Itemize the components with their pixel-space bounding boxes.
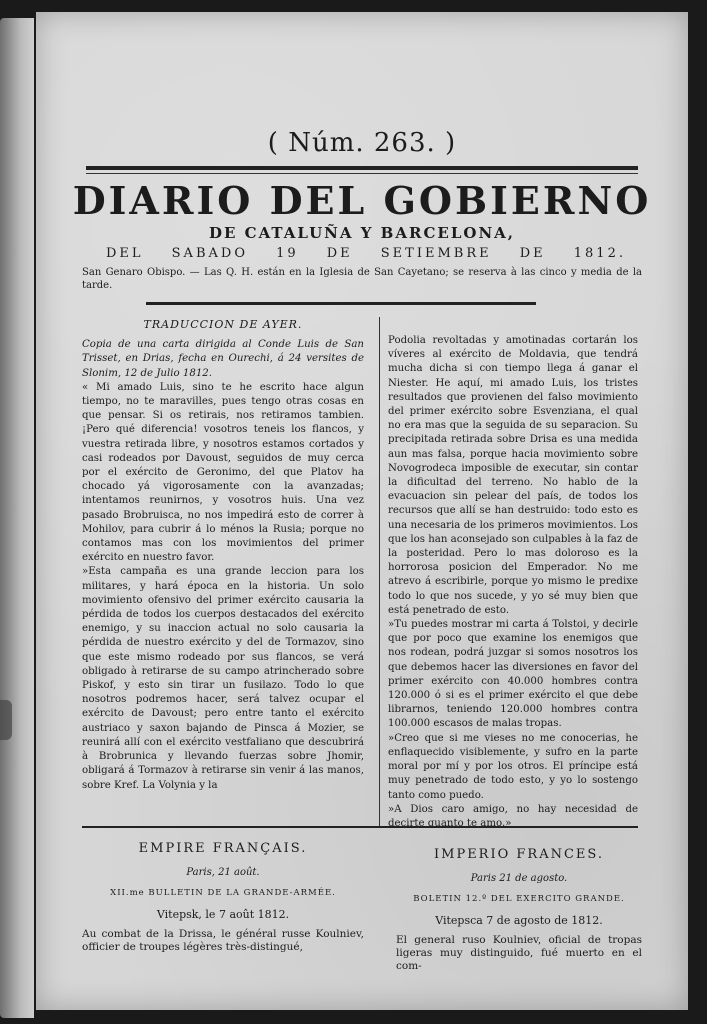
section-title: TRADUCCION DE AYER. <box>143 318 303 331</box>
paragraph: « Mi amado Luis, sino te he escrito hace algun tiempo, no te maravilles, pues tengo otras cosas en que pensar. Si os retirais, nos retiramos tambien. ¡Pero qué diferencia! vosotros teneis los flancos, y vuestra retirada libre, y nosotros estamos cortados y casi rodeados por Davoust, seguidos de muy cerca por el exército de Geronimo, del que Platov ha chocado yá vigorosamente con la avanzadas; intentamos reunirnos, y vosotros huis. Una vez pasado Brobruisca, no nos impedirá esto de correr à Mohilov, para cubrir á lo ménos la Rusia; porque no contamos mas con los movimientos del primer exército en nuestro favor. <box>82 381 364 564</box>
dateline-word: 19 <box>276 246 299 261</box>
french-bulletin-column <box>82 842 364 954</box>
paragraph: »Esta campaña es una grande leccion para los militares, y hará época en la historia. Un solo movimiento ofensivo del primer exército causaria la pérdida de todos los cuerpos destacados del exército enemigo, y su inaccion actual no solo causaria la pérdida de nuestro exército y del de Tormazov, sino que este mismo rodeado por sus flancos, se verá obligado à retirarse de su campo atrincherado sobre Piskof, y esto sin tirar un fusilazo. Todo lo que nosotros podremos hacer, será talvez ocupar el exército de Davoust; pero entre tanto el exército austriaco y saxon bajando de Pinsca á Mozier, se reunirá allí con el exército vestfaliano que descubrirá à Brobrunica y llevando fuerzas sobre Jhomir, obligará á Tormazov à retirarse sin venir á las manos, sobre Kref. La Volynia y la <box>82 566 364 791</box>
bulletin-title: BOLETIN 12.º DEL EXERCITO GRANDE. <box>413 894 625 904</box>
dateline-word: DE <box>326 246 353 261</box>
dateline-word: SETIEMBRE <box>380 246 492 261</box>
dateline-word: DEL <box>106 246 144 261</box>
place-date: Vitepsca 7 de agosto de 1812. <box>435 914 603 927</box>
dateline-word: 1812. <box>573 246 626 261</box>
section-heading: IMPERIO FRANCES. <box>434 847 604 862</box>
paragraph: »A Dios caro amigo, no hay necesidad de decirte quanto te amo.» <box>388 803 638 829</box>
city-date: Paris, 21 août. <box>186 867 260 878</box>
place-date: Vitepsk, le 7 août 1812. <box>156 908 290 921</box>
dateline <box>106 246 626 261</box>
paragraph: »Creo que si me vieses no me conocerias, he enflaquecido visiblemente, y sufro en la parte moral por mí y por los otros. El príncipe está muy penetrado de todo esto, y yo lo sostengo tanto como puedo. <box>388 732 638 801</box>
bulletin-text: El general ruso Koulniev, oficial de tropas ligeras muy distinguido, fué muerto en el com- <box>396 934 642 972</box>
right-column <box>388 334 638 831</box>
paragraph: »Tu puedes mostrar mi carta á Tolstoi, y decirle que por poco que examine los enemigos que nos rodean, podrá juzgar si somos nosotros los que debemos hacer las diversiones en favor del primer exército con 40.000 hombres contra 120.000 ó si es el primer exército el que debe librarnos, teniendo 120.000 hombres contra 100.000 escasos de malas tropas. <box>388 619 638 730</box>
city-date: Paris 21 de agosto. <box>470 873 568 884</box>
binding-mark <box>0 700 12 740</box>
masthead-rule-thick <box>86 166 638 170</box>
section-rule <box>82 826 638 828</box>
dateline-word: SABADO <box>171 246 248 261</box>
paragraph: Podolia revoltadas y amotinadas cortarán los víveres al exército de Moldavia, que tendrá mucha dicha si con tiempo llega á ganar el Niester. He aquí, mi amado Luis, los tristes resultados que provienen del falso movimiento del primer exército sobre Esvenziana, el qual no era mas que la seguida de su separacion. Su precipitada retirada sobre Drisa es una medida aun mas falsa, porque hacia movimiento sobre Novogrodeca imposible de executar, sin contar la dificultad del terreno. No hablo de la evacuacion sin pelear del país, de todos los recursos que allí se han destruido: todo esto es una necesaria de los primeros movimientos. Los que los han aconsejado son culpables à la faz de la posteridad. Pero lo mas doloroso es la horrorosa posicion del Emperador. No me atrevo á escribirle, porque yo mismo le predixe todo lo que nos sucede, y yo sé muy bien que está penetrado de esto. <box>388 335 638 616</box>
left-column <box>82 318 364 793</box>
masthead-rule-thin <box>86 173 638 174</box>
saint-of-day-notice: San Genaro Obispo. — Las Q. H. están en la Iglesia de San Cayetano; se reserva à las cinco y media de la tarde. <box>82 267 642 291</box>
masthead-subtitle: DE CATALUÑA Y BARCELONA, <box>208 224 516 242</box>
dateline-word: DE <box>519 246 546 261</box>
issue-number: ( Núm. 263. ) <box>267 128 457 158</box>
column-divider <box>379 317 380 827</box>
letter-intro: Copia de una carta dirigida al Conde Luis de San Trisset, en Drias, fecha en Ourechi, á 24 versites de Slonim, 12 de Julio 1812. <box>82 339 364 379</box>
left-page-edge <box>0 18 34 1018</box>
section-heading: EMPIRE FRANÇAIS. <box>138 841 308 856</box>
spanish-bulletin-column <box>396 848 642 973</box>
bulletin-title: XII.me BULLETIN DE LA GRANDE-ARMÉE. <box>110 888 336 898</box>
header-rule <box>146 302 536 305</box>
masthead-title: DIARIO DEL GOBIERNO <box>72 178 652 223</box>
newspaper-page <box>36 12 688 1010</box>
bulletin-text: Au combat de la Drissa, le général russe Koulniev, officier de troupes légères très-distingué, <box>82 928 364 953</box>
